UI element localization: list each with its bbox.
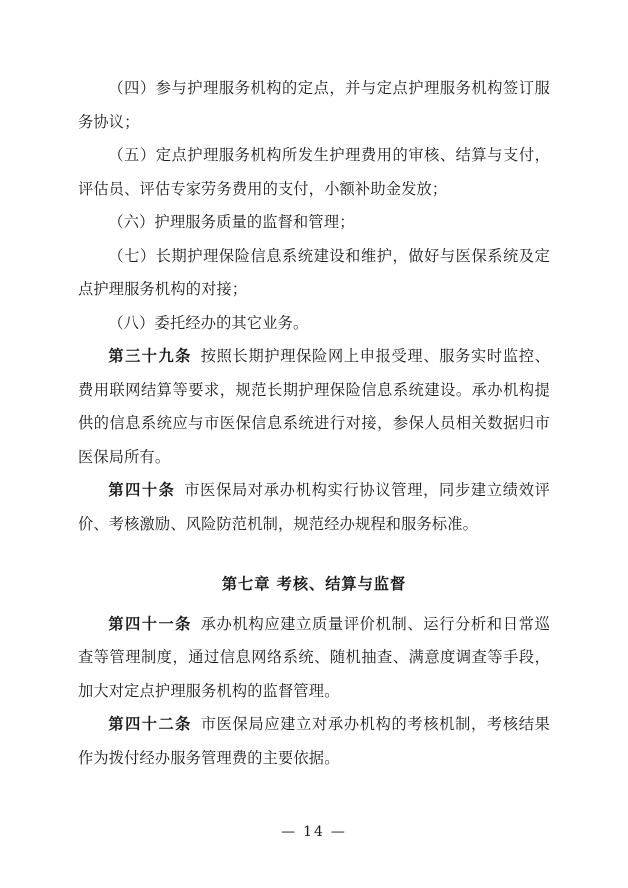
article-text: 承办机构应建立质量评价机制、运行分析和日常巡查等管理制度，通过信息网络系统、随机抽查、满意度调查等手段，加大对定点护理服务机构的监督管理。	[78, 614, 551, 700]
article-label: 第四十一条	[108, 614, 192, 633]
chapter-heading: 第七章 考核、结算与监督	[221, 575, 407, 593]
article-text: 市医保局对承办机构实行协议管理，同步建立绩效评价、考核激励、风险防范机制，规范经办规程和服务标准。	[78, 481, 551, 533]
article-label: 第三十九条	[108, 347, 192, 365]
footer-dash-right: —	[330, 824, 347, 840]
list-item: （四）参与护理服务机构的定点，并与定点护理服务机构签订服务协议；	[78, 79, 550, 131]
page-footer	[0, 824, 628, 840]
footer-dash-left: —	[281, 824, 298, 840]
page-number: 14	[303, 824, 325, 840]
list-item: （六）护理服务质量的监督和管理；	[108, 213, 355, 231]
article-paragraph	[78, 474, 550, 541]
article-paragraph	[78, 608, 550, 709]
document-body	[78, 72, 550, 775]
article-label: 第四十条	[108, 481, 176, 499]
article-text: 市医保局应建立对承办机构的考核机制，考核结果作为拨付经办服务管理费的主要依据。	[78, 715, 551, 767]
article-text: 按照长期护理保险网上申报受理、服务实时监控、费用联网结算等要求，规范长期护理保险信息系统建设。承办机构提供的信息系统应与市医保信息系统进行对接，参保人员相关数据归市医保局所有。	[78, 347, 551, 466]
list-item: （五）定点护理服务机构所发生护理费用的审核、结算与支付，评估员、评估专家劳务费用的支付，小额补助金发放；	[78, 146, 550, 198]
article-label: 第四十二条	[108, 715, 192, 733]
article-paragraph	[78, 340, 550, 474]
chapter-spacer	[78, 541, 550, 568]
article-paragraph	[78, 708, 550, 775]
list-item: （八）委托经办的其它业务。	[108, 313, 309, 332]
list-item: （七）长期护理保险信息系统建设和维护，做好与医保系统及定点护理服务机构的对接；	[78, 246, 550, 298]
